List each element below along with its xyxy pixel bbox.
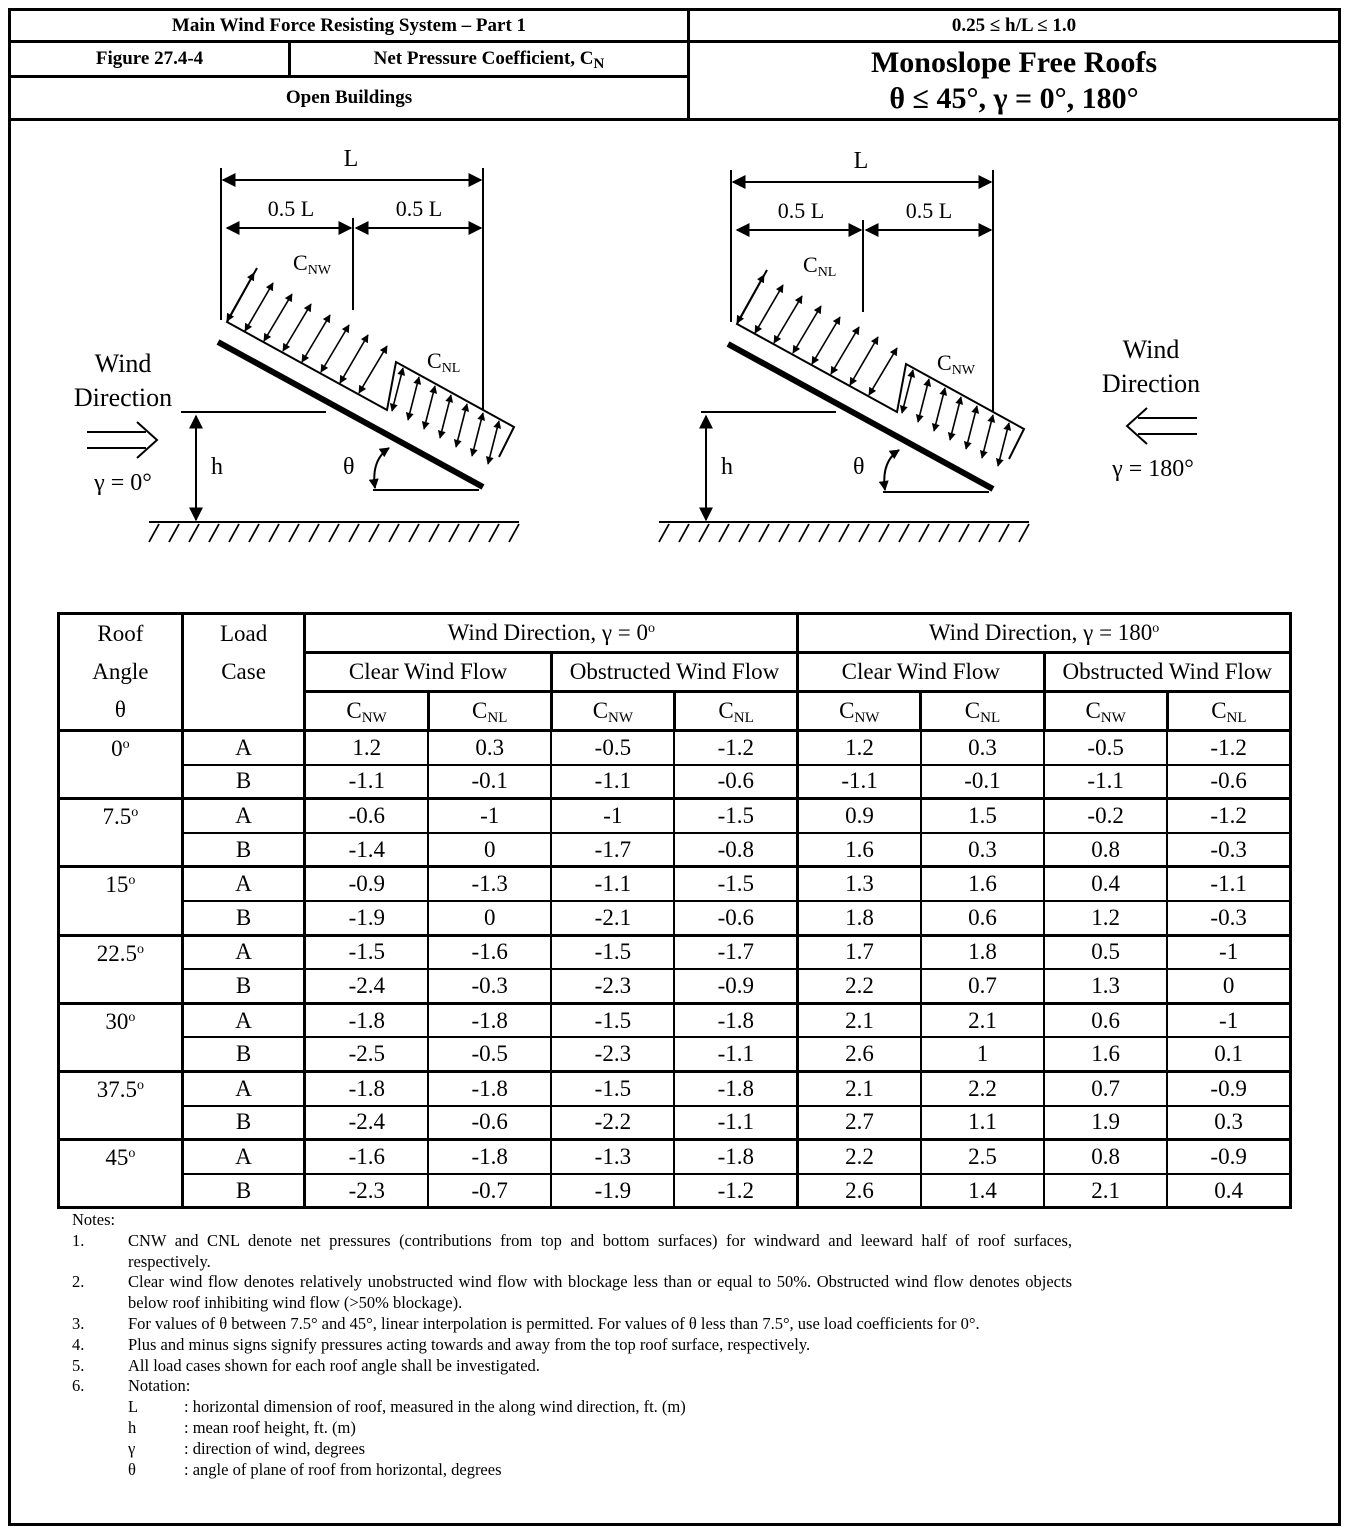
coef-header-cnl xyxy=(674,692,797,731)
notation-item xyxy=(72,1418,1072,1439)
coefficient-cell: -0.9 xyxy=(1167,1071,1290,1105)
coef-sub: NL xyxy=(487,710,508,726)
coefficient-cell: 0.4 xyxy=(1044,867,1167,901)
coef-sub: NW xyxy=(1100,710,1126,726)
roof-angle-cell xyxy=(59,867,183,935)
table-row xyxy=(59,867,1291,901)
coefficient-cell: 1.8 xyxy=(798,901,921,935)
coefficient-cell: -1.8 xyxy=(428,1003,551,1037)
c-upper-main: C xyxy=(293,250,308,275)
roof-angle-degree: o xyxy=(136,941,144,957)
coefficient-cell: -1.5 xyxy=(551,935,674,969)
coefficient-cell: 0.9 xyxy=(798,799,921,833)
coefficient-cell: -1.5 xyxy=(551,1003,674,1037)
coefficient-cell: 1.1 xyxy=(921,1106,1044,1140)
ratio-range xyxy=(687,8,1341,43)
roof-title-block xyxy=(687,40,1341,121)
coefficient-cell: 2.2 xyxy=(921,1071,1044,1105)
coef-header-cnw xyxy=(551,692,674,731)
coefficient-cell: -1.9 xyxy=(305,901,428,935)
coefficient-cell: -1.3 xyxy=(551,1140,674,1174)
load-case-cell: B xyxy=(182,901,305,935)
wind-diagrams xyxy=(11,130,1341,600)
coef-sub: NW xyxy=(361,710,387,726)
building-type-text: Open Buildings xyxy=(285,87,413,108)
coefficient-cell: 2.1 xyxy=(798,1003,921,1037)
notation-description: : horizontal dimension of roof, measured in the along wind direction, ft. (m) xyxy=(184,1397,686,1417)
theta-label: θ xyxy=(343,454,355,480)
roof-title: Monoslope Free Roofs xyxy=(870,45,1158,79)
roof-header-line1: Roof xyxy=(97,621,144,646)
dir0-header xyxy=(305,614,798,653)
direction-label: Direction xyxy=(1101,369,1201,398)
coef-header-cnw xyxy=(305,692,428,731)
ground-hatch xyxy=(149,524,519,542)
coefficient-cell: -0.6 xyxy=(674,901,797,935)
coefficient-cell: 0.8 xyxy=(1044,1140,1167,1174)
coef-sub: NL xyxy=(1226,710,1247,726)
load-case-cell: A xyxy=(182,867,305,901)
coefficient-cell: -1.6 xyxy=(305,1140,428,1174)
coef-sub: NW xyxy=(854,710,880,726)
coef-sub: NW xyxy=(608,710,634,726)
coefficient-cell: -0.3 xyxy=(1167,833,1290,867)
coefficient-cell: -1 xyxy=(551,799,674,833)
coefficient-cell: 1.2 xyxy=(305,731,428,765)
L-label: L xyxy=(343,146,359,172)
coefficient-cell: 1.2 xyxy=(1044,901,1167,935)
coefficient-cell: -2.1 xyxy=(551,901,674,935)
clear-flow-180-header: Clear Wind Flow xyxy=(798,653,1044,692)
note-text: For values of θ between 7.5° and 45°, linear interpolation is permitted. For values of θ less than 7.5°, use load coefficients for 0°. xyxy=(128,1313,980,1333)
coefficient-cell: -2.3 xyxy=(551,1037,674,1071)
coefficient-cell: -0.2 xyxy=(1044,799,1167,833)
coefficient-table xyxy=(57,612,1292,1209)
note-item xyxy=(72,1376,1072,1397)
gamma-label: γ = 0° xyxy=(94,470,152,496)
coefficient-cell: 0.4 xyxy=(1167,1174,1290,1208)
coefficient-cell: -0.9 xyxy=(305,867,428,901)
coefficient-cell: 1.9 xyxy=(1044,1106,1167,1140)
coefficient-cell: 0.6 xyxy=(921,901,1044,935)
coefficient-cell: 0.7 xyxy=(1044,1071,1167,1105)
coef-header-cnw xyxy=(1044,692,1167,731)
roof-angle-value: 22.5 xyxy=(96,940,137,966)
coef-c: C xyxy=(592,698,609,723)
coefficient-cell: 0.6 xyxy=(1044,1003,1167,1037)
coefficient-cell: 0.5 xyxy=(1044,935,1167,969)
note-text: Clear wind flow denotes relatively unobstructed wind flow with blockage less than or equal to 50%. Obstructed wind flow denotes objects below roof inhibiting wind flow (>50% blockage). xyxy=(128,1272,1072,1313)
half2-label: 0.5 L xyxy=(905,198,953,223)
load-case-cell: B xyxy=(182,765,305,799)
coefficient-cell: -1.4 xyxy=(305,833,428,867)
load-case-cell: A xyxy=(182,1140,305,1174)
coefficient-title-text xyxy=(374,48,605,70)
table-row xyxy=(59,1174,1291,1208)
roof-angle-value: 0 xyxy=(111,736,123,761)
figure-number xyxy=(8,40,291,78)
coefficient-cell: 2.7 xyxy=(798,1106,921,1140)
load-case-cell: A xyxy=(182,935,305,969)
header-row-1 xyxy=(59,614,1291,653)
note-item xyxy=(72,1314,1072,1335)
coefficient-cell: 1.8 xyxy=(921,935,1044,969)
notes-list xyxy=(72,1231,1072,1397)
c-upper-label xyxy=(293,250,332,278)
note-item xyxy=(72,1231,1072,1273)
coefficient-cell: 0.1 xyxy=(1167,1037,1290,1071)
dir180-header xyxy=(798,614,1291,653)
coefficient-cell: 2.5 xyxy=(921,1140,1044,1174)
half2-label: 0.5 L xyxy=(395,196,443,221)
coefficient-cell: 2.1 xyxy=(1044,1174,1167,1208)
left-diagram xyxy=(74,146,519,542)
roof-angle-degree: o xyxy=(131,805,139,821)
load-header-line2: Case xyxy=(221,659,266,684)
notation-list xyxy=(72,1397,1072,1480)
load-case-cell: A xyxy=(182,1071,305,1105)
coefficient-cell: 2.2 xyxy=(798,1140,921,1174)
coefficient-cell: 0.3 xyxy=(921,833,1044,867)
note-number: 1. xyxy=(72,1230,85,1250)
coefficient-cell: 2.6 xyxy=(798,1174,921,1208)
dir0-header-text: Wind Direction, γ = 0 xyxy=(447,620,649,645)
roof-angle-value: 7.5 xyxy=(102,804,132,830)
wind-arrow-right-icon xyxy=(87,422,157,458)
load-case-cell: B xyxy=(182,1037,305,1071)
table-row xyxy=(59,799,1291,833)
c-upper-main: C xyxy=(803,252,818,277)
coefficient-cell: -1.7 xyxy=(551,833,674,867)
table-row xyxy=(59,731,1291,765)
note-text: Notation: xyxy=(128,1376,191,1396)
system-title-text: Main Wind Force Resisting System – Part 1 xyxy=(171,14,527,36)
c-lower-sub: NW xyxy=(951,363,976,378)
load-case-cell: A xyxy=(182,799,305,833)
coefficient-cell: -1.6 xyxy=(428,935,551,969)
c-lower-label xyxy=(937,350,976,378)
coefficient-cell: -1.8 xyxy=(305,1003,428,1037)
coefficient-cell: -0.6 xyxy=(305,799,428,833)
table-row xyxy=(59,765,1291,799)
coefficient-cell: -0.8 xyxy=(674,833,797,867)
theta-arc xyxy=(374,448,389,488)
roof-angle-value: 37.5 xyxy=(96,1076,137,1102)
coefficient-cell: -1.8 xyxy=(428,1071,551,1105)
coef-sub: NL xyxy=(980,710,1001,726)
coef-c: C xyxy=(346,698,362,723)
roof-subtitle: θ ≤ 45°, γ = 0°, 180° xyxy=(889,81,1139,115)
coefficient-cell: -1.5 xyxy=(674,799,797,833)
obstructed-flow-0-header: Obstructed Wind Flow xyxy=(551,653,797,692)
h-label: h xyxy=(721,454,733,480)
roof-angle-degree: o xyxy=(122,737,130,752)
note-item xyxy=(72,1335,1072,1356)
dir0-degree: o xyxy=(648,621,656,636)
c-upper-label xyxy=(803,252,836,280)
coefficient-cell: -0.6 xyxy=(1167,765,1290,799)
system-title xyxy=(8,8,690,43)
table-row xyxy=(59,1071,1291,1105)
notation-description: : mean roof height, ft. (m) xyxy=(184,1417,356,1437)
coefficient-cell: -1.1 xyxy=(674,1037,797,1071)
h-label: h xyxy=(211,454,223,480)
dir180-degree: o xyxy=(1152,621,1160,636)
notation-item xyxy=(72,1460,1072,1481)
coefficient-cell: 2.6 xyxy=(798,1037,921,1071)
right-diagram xyxy=(659,148,1200,542)
roof-angle-cell xyxy=(59,1071,183,1139)
L-label: L xyxy=(853,148,869,174)
direction-label: Direction xyxy=(73,383,173,412)
load-header-line1: Load xyxy=(219,621,268,646)
half1-label: 0.5 L xyxy=(777,198,825,223)
ground-hatch xyxy=(659,524,1029,542)
notes-section xyxy=(72,1210,1072,1480)
coefficient-cell: -2.3 xyxy=(305,1174,428,1208)
coefficient-cell: -0.1 xyxy=(428,765,551,799)
roof-angle-degree: o xyxy=(128,873,136,889)
roof-angle-degree: o xyxy=(128,1009,136,1025)
roof-angle-cell xyxy=(59,731,183,799)
notation-symbol: h xyxy=(128,1417,137,1437)
coefficient-cell: -2.5 xyxy=(305,1037,428,1071)
half1-label: 0.5 L xyxy=(267,196,315,221)
note-number: 4. xyxy=(72,1334,85,1354)
coefficient-cell: -0.7 xyxy=(428,1174,551,1208)
load-case-cell: A xyxy=(182,731,305,765)
table-row xyxy=(59,1140,1291,1174)
notation-symbol: γ xyxy=(128,1438,136,1458)
wind-arrow-left-icon xyxy=(1127,408,1197,444)
coefficient-cell: -0.5 xyxy=(428,1037,551,1071)
note-number: 2. xyxy=(72,1272,85,1292)
coefficient-cell: 1.5 xyxy=(921,799,1044,833)
roof-header-line3: θ xyxy=(114,697,126,722)
note-text: All load cases shown for each roof angle shall be investigated. xyxy=(128,1355,540,1375)
roof-angle-cell xyxy=(59,1140,183,1208)
note-number: 5. xyxy=(72,1355,85,1375)
wind-label: Wind xyxy=(1122,335,1180,364)
c-lower-sub: NL xyxy=(441,361,461,376)
notation-description: : direction of wind, degrees xyxy=(184,1438,365,1458)
coefficient-cell: -2.4 xyxy=(305,969,428,1003)
roof-angle-cell xyxy=(59,935,183,1003)
coefficient-title-main: Net Pressure Coefficient, C xyxy=(373,48,594,69)
table-row xyxy=(59,901,1291,935)
coef-c: C xyxy=(718,698,734,723)
roof-angle-cell xyxy=(59,1003,183,1071)
coef-header-cnw xyxy=(798,692,921,731)
coef-c: C xyxy=(1211,698,1227,723)
coefficient-cell: 1 xyxy=(921,1037,1044,1071)
coef-c: C xyxy=(472,698,488,723)
note-item xyxy=(72,1272,1072,1314)
roof-angle-degree: o xyxy=(128,1146,136,1162)
coefficient-cell: -1.1 xyxy=(551,867,674,901)
table-row xyxy=(59,969,1291,1003)
load-case-cell: A xyxy=(182,1003,305,1037)
coefficient-cell: -0.3 xyxy=(1167,901,1290,935)
coefficient-cell: 1.7 xyxy=(798,935,921,969)
c-lower-main: C xyxy=(937,350,952,375)
note-text: CNW and CNL denote net pressures (contributions from top and bottom surfaces) for windward and leeward half of roof surfaces, respectively. xyxy=(128,1230,1072,1271)
coefficient-cell: 1.6 xyxy=(921,867,1044,901)
roof-angle-value: 15 xyxy=(105,872,129,898)
theta-label: θ xyxy=(853,454,865,480)
coefficient-cell: 2.1 xyxy=(921,1003,1044,1037)
coefficient-cell: -1.8 xyxy=(428,1140,551,1174)
coefficient-cell: -1.7 xyxy=(674,935,797,969)
coefficient-cell: -1.1 xyxy=(1044,765,1167,799)
coefficient-cell: -1 xyxy=(428,799,551,833)
coef-c: C xyxy=(964,698,981,723)
coefficient-cell: -0.9 xyxy=(1167,1140,1290,1174)
coef-header-cnl xyxy=(1167,692,1290,731)
notation-item xyxy=(72,1397,1072,1418)
c-lower-main: C xyxy=(427,348,442,373)
coefficient-cell: 1.3 xyxy=(1044,969,1167,1003)
coefficient-cell: -1.1 xyxy=(674,1106,797,1140)
coefficient-cell: -1.8 xyxy=(674,1003,797,1037)
coefficient-cell: 0.3 xyxy=(428,731,551,765)
note-text: Plus and minus signs signify pressures acting towards and away from the top roof surface, respectively. xyxy=(128,1334,811,1354)
coefficient-cell: -1 xyxy=(1167,935,1290,969)
coefficient-cell: 0.8 xyxy=(1044,833,1167,867)
note-number: 3. xyxy=(72,1313,85,1333)
clear-flow-0-header: Clear Wind Flow xyxy=(305,653,551,692)
load-case-cell: B xyxy=(182,969,305,1003)
coef-c: C xyxy=(1085,698,1101,723)
coef-header-cnl xyxy=(921,692,1044,731)
ratio-range-text: 0.25 ≤ h/L ≤ 1.0 xyxy=(951,14,1077,36)
coefficient-cell: -2.2 xyxy=(551,1106,674,1140)
coefficient-cell: -0.1 xyxy=(921,765,1044,799)
coefficient-cell: -0.6 xyxy=(674,765,797,799)
coefficient-cell: -1.8 xyxy=(674,1140,797,1174)
notes-title: Notes: xyxy=(72,1210,116,1229)
building-type xyxy=(8,75,690,121)
coefficient-cell: -1.2 xyxy=(674,731,797,765)
coefficient-cell: -1.1 xyxy=(305,765,428,799)
load-case-cell: B xyxy=(182,833,305,867)
theta-arc xyxy=(884,450,899,490)
roof-angle-header xyxy=(59,614,183,731)
table-row xyxy=(59,1106,1291,1140)
load-case-cell: B xyxy=(182,1106,305,1140)
coefficient-cell: -0.5 xyxy=(1044,731,1167,765)
coefficient-title-sub: N xyxy=(593,56,605,72)
coef-sub: NL xyxy=(733,710,754,726)
coefficient-cell: -1.5 xyxy=(551,1071,674,1105)
coefficient-cell: -1.5 xyxy=(305,935,428,969)
notation-description: : angle of plane of roof from horizontal, degrees xyxy=(184,1459,502,1479)
note-number: 6. xyxy=(72,1376,85,1396)
c-lower-label xyxy=(427,348,460,376)
table-row xyxy=(59,1037,1291,1071)
coefficient-cell: -1.3 xyxy=(428,867,551,901)
coefficient-cell: -1.9 xyxy=(551,1174,674,1208)
load-case-header xyxy=(182,614,305,731)
coefficient-cell: 1.2 xyxy=(798,731,921,765)
roof-angle-cell xyxy=(59,799,183,867)
coefficient-cell: -1.8 xyxy=(674,1071,797,1105)
coefficient-cell: -0.9 xyxy=(674,969,797,1003)
dir180-header-text: Wind Direction, γ = 180 xyxy=(928,620,1153,645)
notation-item xyxy=(72,1439,1072,1460)
coefficient-cell: -2.4 xyxy=(305,1106,428,1140)
coefficient-cell: 2.2 xyxy=(798,969,921,1003)
roof-angle-degree: o xyxy=(136,1077,144,1093)
roof-angle-value: 30 xyxy=(105,1008,129,1034)
wind-label: Wind xyxy=(94,349,152,378)
coefficient-cell: -1.2 xyxy=(1167,731,1290,765)
coefficient-cell: 0 xyxy=(1167,969,1290,1003)
figure-number-text: Figure 27.4-4 xyxy=(95,48,204,69)
notation-symbol: L xyxy=(128,1397,139,1417)
coefficient-table-body xyxy=(59,614,1291,1208)
note-item xyxy=(72,1356,1072,1377)
notation-symbol: θ xyxy=(128,1459,136,1479)
coefficient-cell: 1.4 xyxy=(921,1174,1044,1208)
coefficient-cell: 0 xyxy=(428,901,551,935)
coef-header-cnl xyxy=(428,692,551,731)
roof-angle-value: 45 xyxy=(105,1145,129,1171)
coefficient-cell: -1.1 xyxy=(1167,867,1290,901)
coefficient-cell: -1.2 xyxy=(1167,799,1290,833)
coefficient-cell: -1.8 xyxy=(305,1071,428,1105)
coefficient-cell: -0.3 xyxy=(428,969,551,1003)
table-row xyxy=(59,1003,1291,1037)
gamma-label: γ = 180° xyxy=(1112,456,1194,482)
coefficient-cell: 0.3 xyxy=(921,731,1044,765)
obstructed-flow-180-header: Obstructed Wind Flow xyxy=(1044,653,1290,692)
coefficient-cell: -1.5 xyxy=(674,867,797,901)
c-upper-sub: NL xyxy=(817,265,837,280)
coefficient-cell: 0.3 xyxy=(1167,1106,1290,1140)
table-row xyxy=(59,935,1291,969)
coefficient-cell: 0 xyxy=(428,833,551,867)
coefficient-cell: -1 xyxy=(1167,1003,1290,1037)
coefficient-cell: 1.6 xyxy=(1044,1037,1167,1071)
coefficient-cell: -2.3 xyxy=(551,969,674,1003)
coefficient-cell: -1.2 xyxy=(674,1174,797,1208)
coefficient-cell: -1.1 xyxy=(798,765,921,799)
load-case-cell: B xyxy=(182,1174,305,1208)
coefficient-title xyxy=(288,40,690,78)
coefficient-cell: -1.1 xyxy=(551,765,674,799)
coefficient-cell: 0.7 xyxy=(921,969,1044,1003)
coefficient-cell: 2.1 xyxy=(798,1071,921,1105)
coefficient-cell: -0.5 xyxy=(551,731,674,765)
roof-header-line2: Angle xyxy=(92,659,149,684)
coefficient-cell: 1.6 xyxy=(798,833,921,867)
c-upper-sub: NW xyxy=(307,263,332,278)
coefficient-cell: 1.3 xyxy=(798,867,921,901)
table-row xyxy=(59,833,1291,867)
coefficient-cell: -0.6 xyxy=(428,1106,551,1140)
coef-c: C xyxy=(839,698,855,723)
